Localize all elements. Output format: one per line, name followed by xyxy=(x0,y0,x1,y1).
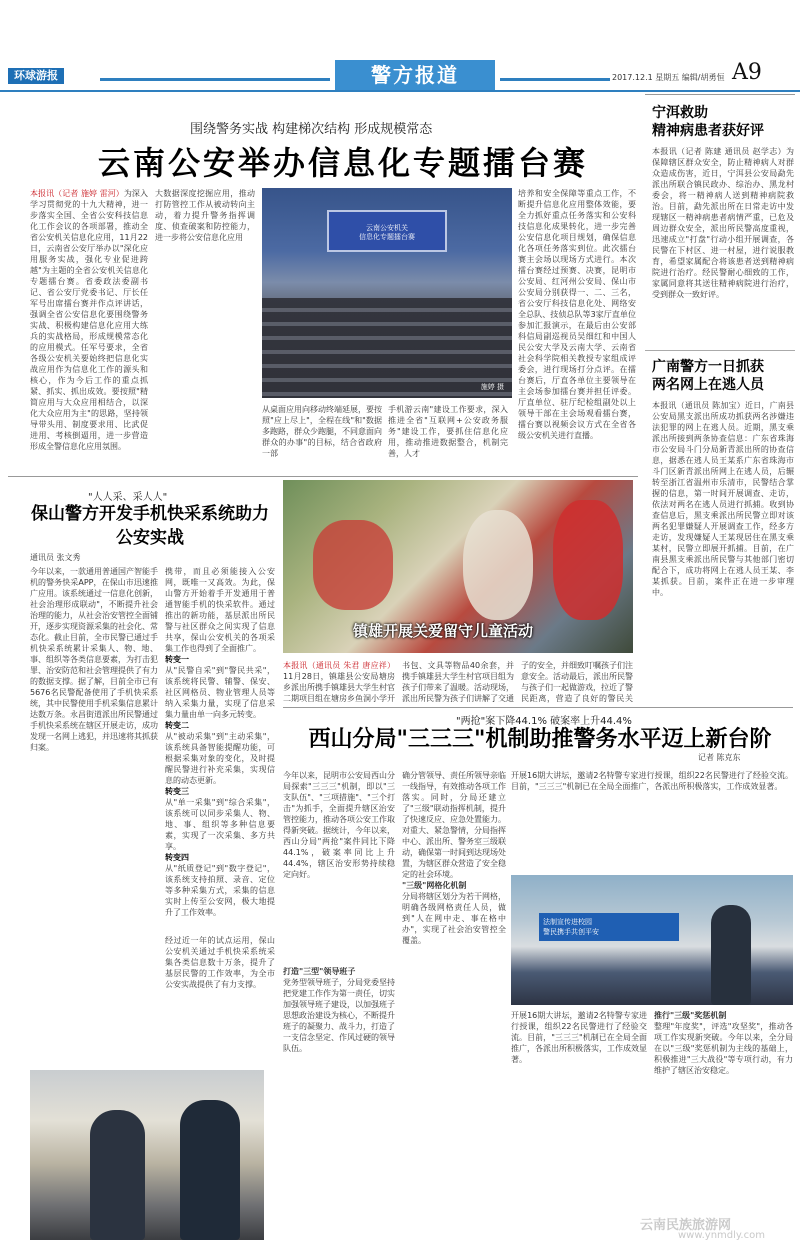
xishan-rule xyxy=(283,707,793,708)
section-rule xyxy=(8,476,638,477)
zhenxiong-column-3 xyxy=(521,660,633,704)
lead-text-1: 为深入学习贯彻党的十九大精神，进一步落实全国、全省公安科技信息化工作会议的各项部署，推动全省公安机关信息化应用，11月22日，云南省公安厅举办以"深化应用服务实战，强化专业促进跨越"为主题的全省公安机关信息化专题擂台赛。省委政法委副书记、省公安厅党委书记、厅长任军号出席擂台赛并作点评讲话，强调全省公安信息化要围绕警务实战、积极构建信息化应用大练兵的实战格局，形成规模常态化的应用模式。任军号要求，全省各级公安机关要始终把信息化实战应用作为信息化工作的源头和核心，作为今后工作的重点抓紧、抓实、抓出成效。要按照"精简应用与大众应用相结合，以深化大众应用为主"的思路，坚持领导带头用、制度要求用、比武促进用、考核倒逼用，进一步营造形成全警信息化应用氛围。 xyxy=(30,189,148,451)
lead-column-4 xyxy=(388,404,508,470)
xishan-column-1b xyxy=(283,966,395,1242)
child-figure xyxy=(313,520,393,610)
xishan-kicker: "两抢"案下降44.1% 破案率上升44.4% xyxy=(456,716,632,727)
xishan-text-4: 整理"年度奖"，评选"攻坚奖"，推动各项工作实现新突破。今年以来，全分局在以"三级"奖惩机制为主线的基础上，积极推进"三大战役"等专项行动，有力维护了辖区治安稳定。 xyxy=(654,1022,793,1075)
xishan-column-2 xyxy=(402,770,506,1242)
zhenxiong-column-2 xyxy=(402,660,514,704)
xishan-headline: 西山分局"三三三"机制助推警务水平迈上新台阶 xyxy=(308,727,772,752)
baoshan-sub-text-3: 从"单一采集"到"综合采集"，该系统可以同步采集人、物、地、事、组织等多种信息要素，实现了一次采集、多方共享。 xyxy=(165,798,275,851)
meeting-photo xyxy=(262,188,512,398)
volunteer-figure-red xyxy=(553,500,623,620)
baoshan-text-1: 今年以来，一款通用普通国产智能手机的警务快采APP，在保山市迅速推广应用。该系统通过一信息化创新，社会治理形成联动"，不断提升社会治理的能力，从社会治安管控全面铺开，逐步实现资源采集的社会化、常态化。截止目前，全市民警已通过手机快采系统累计采集人、物、地、事、组织等各类信息要素，为打击犯罪、治安防范和社会管理提供了有力的数据支撑。据了解，目前全市已有5676名民警配备使用了手机快采系统，其中民警使用手机采集信息累计达数万条。永昌街道派出所民警通过手机快采系统在辖区开展走访，成功发现一名网上逃犯，并迅速将其抓获归案。 xyxy=(30,567,158,752)
guangnan-title-line1: 广南警方一日抓获 xyxy=(652,359,764,375)
lead-column-2 xyxy=(155,188,255,468)
xishan-subhead-2: "三级"网格化机制 xyxy=(402,881,467,890)
xishan-column-1 xyxy=(283,770,395,960)
page-number: A9 xyxy=(732,60,762,85)
guangnan-text: 本报讯（通讯员 陈加宝）近日，广南县公安局黑支派出所成功抓获两名涉嫌违法犯罪的网上在逃人员。近期，黑支乘派出所接到两条协查信息：广东省珠海市公安局斗门分局新青派出所的协查信息，据悉在逃人员王某系广东省珠海市斗门区新青派出所网上在逃人员，后辗转至浙江省温州市乐清市，民警结合掌握的信息，第一时间开展调查、走访，依法对两名在逃人员进行抓捕。收到协查信息后，黑支乘派出所民警立即对该两名犯罪嫌疑人开展调查工作，经多方走访，发现嫌疑人王某现居住在黑支乘某村，民警立即展开抓捕。目前，在广南县黑支乘派出所民警与其他部门密切配合下，成功将网上在逃人员王某、李某抓获。目前，案件正在进一步审理中。 xyxy=(652,401,794,597)
masthead-bar xyxy=(0,90,800,92)
xishan-subhead-1: 打造"三型"领导班子 xyxy=(283,967,356,976)
masthead-rule-right xyxy=(500,78,610,81)
xishan-text-3: 开展16期大讲坛，邀请2名特警专家进行授课，组织22名民警进行了经验交流。目前，"三三三"机制已在全局全面推广，各派出所积极落实，工作成效显著。 xyxy=(511,771,793,791)
lead-byline: 本报讯（记者 施婷 雷河） xyxy=(30,189,124,198)
masthead-logo: 环球游报 xyxy=(8,68,64,84)
person-figure xyxy=(90,1110,145,1240)
baoshan-subhead-3: 转变三 xyxy=(165,787,189,796)
baoshan-sub-text-4: 从"纸质登记"到"数字登记"，该系统支持拍照、录音、定位等多种采集方式，采集的信息实时上传至公安网，极大地提升了工作效率。 xyxy=(165,864,275,917)
guangnan-story-body xyxy=(652,400,794,700)
site-watermark-url: www.ynmdly.com xyxy=(678,1230,765,1241)
right-column-rule xyxy=(645,94,795,95)
issue-date-editor: 2017.12.1 星期五 编辑/胡勇恒 xyxy=(612,73,725,82)
meeting-stage-screen xyxy=(327,210,447,252)
ninger-text: 本报讯（记者 陈建 通讯员 赵学志）为保障辖区群众安全，防止精神病人对群众造成伤害，近日，宁洱县公安局勐先派出所联合镇民政办、综治办、黑龙村委会，将一精神病人送到精神病院救治。目前，勐先派出所在日常走访中发现辖区一精神病患者病情严重，已危及周边群众安全，派出所民警高度重视，迅速成立"打盘"行动小组开展调查，各民警在下村区、进一村屋，进行说服教育，希望家属配合将该患者送到精神病院进行治疗。经民警耐心细致的工作，家属同意将其送往精神病院进行治疗，受到群众一致好评。 xyxy=(652,147,794,299)
children-photo-caption: 镇雄开展关爱留守儿童活动 xyxy=(353,622,534,640)
zhenxiong-text-2: 书包、文具等物品40余套，并携手镇雄县大学生村官项目组为孩子们带来了温暖。活动现场，派出所民警为孩子们讲解了交通 xyxy=(402,661,514,703)
lead-headline: 云南公安举办信息化专题擂台赛 xyxy=(98,144,589,182)
lead-text-5: 培养和安全保障等重点工作，不断提升信息化应用整体效能，要全力抓好重点任务落实和公安科技信息化成果转化，进一步完善公安信息化项目规划，确保信息化各项任务落实到位。此次擂台赛主会场以现场方式进行。本次擂台赛经过预赛、决赛，昆明市公安局、红河州公安局、保山市公安局分别获得一、二、三名，省公安厅科技信息化处、网络安全总队、技侦总队等3家厅直单位参加汇报演示，在最后由公安部科信局副巡视员吴细红和中国人民公安大学及云南大学、云南省社会科学院相关教授专家组成评委会，进行现场打分点评。在擂台赛后，厅直各单位主要领导在主会场参加擂台赛并担任评委。厅直单位、驻厅纪检组副处以上领导干部在主会场观看擂台赛，擂台赛以视频会议方式在全省各级公安机关进行直播。 xyxy=(518,189,636,440)
site-watermark: 云南民族旅游网 xyxy=(640,1218,732,1233)
lead-text-2: 大数据深度挖掘应用，推动打防管控工作从被动转向主动，着力提升警务指挥调度、侦查破案和防控能力，进一步将公安信息化应用 xyxy=(155,189,255,242)
lead-text-3: 从桌面应用向移动终端延展，要按照"应上尽上"，全程在线"和"数据多跑路，群众少跑腿，不同意面向群众的办事"的目标，结合省政府一部 xyxy=(262,405,382,458)
xishan-byline: 记者 陈克东 xyxy=(698,753,741,762)
shop-visit-photo xyxy=(30,1070,264,1240)
baoshan-subhead-2: 转变二 xyxy=(165,721,189,730)
zhenxiong-text-3: 子的安全，并细致叮嘱孩子们注意安全。活动最后，派出所民警与孩子们一起做游戏，拉近了警民距离，营造了良好的警民关 xyxy=(521,661,633,703)
volunteer-figure xyxy=(463,510,533,620)
officer-figure xyxy=(180,1100,240,1240)
baoshan-column-2 xyxy=(165,566,275,931)
patrol-banner: 法制宣传进校园 警民携手共创平安 xyxy=(539,913,679,941)
ninger-title-line2: 精神病患者获好评 xyxy=(652,123,764,139)
zhenxiong-byline: 本报讯（通讯员 朱君 唐应祥） xyxy=(283,661,395,670)
ninger-title-line1: 宁洱救助 xyxy=(652,105,708,121)
xishan-text-3b: 开展16期大讲坛，邀请2名特警专家进行授课，组织22名民警进行了经验交流。目前，"三三三"机制已在全局全面推广，各派出所积极落实，工作成效显著。 xyxy=(511,1011,647,1064)
baoshan-subhead-1: 转变一 xyxy=(165,655,189,664)
officer-figure xyxy=(711,905,751,1005)
xishan-sub-text-2: 分局将辖区划分为若干网格，明确各级网格责任人员，做到"人在网中走、事在格中办"，实现了社会治安管控全覆盖。 xyxy=(402,892,506,945)
meeting-audience xyxy=(262,298,512,398)
baoshan-text-2: 携带，而且必须能接入公安网，既唯一又高效。为此，保山警方开始着手开发通用于普通智能手机的快采软件。通过推出的新功能，基层派出所民警与社区群众之间实现了信息共享，保山公安机关的各项采集工作也得到了全面推广。 xyxy=(165,567,275,653)
lead-column-3 xyxy=(262,404,382,470)
baoshan-byline: 通讯员 张文秀 xyxy=(30,553,81,562)
section-title: 警方报道 xyxy=(335,60,495,90)
xishan-column-3 xyxy=(511,770,793,870)
baoshan-text-4: 经过近一年的试点运用，保山公安机关通过手机快采系统采集各类信息数十万条，提升了基层民警的工作效率，为全市公安实战提供了有力支撑。 xyxy=(165,936,275,989)
ninger-story-body xyxy=(652,146,794,342)
meeting-screen-text: 云南公安机关 信息化专题擂台赛 xyxy=(359,224,415,241)
xishan-sub-text-1: 党务型领导班子，分局党委坚持把党建工作作为第一责任，切实加强领导班子建设，以加强班子思想政治建设为核心，不断提升班子的凝聚力、战斗力，打造了一支信念坚定、作风过硬的领导队伍。 xyxy=(283,978,395,1053)
right-column-separator xyxy=(645,350,795,351)
lead-text-4: 手机游云南"建设工作要求，深入推进全省"互联网+公安政务服务"建设工作，要抓住信息化应用，推动推进数据整合，机制完善，人才 xyxy=(388,405,508,458)
patrol-photo xyxy=(511,875,793,1005)
children-activity-photo xyxy=(283,480,633,653)
xishan-column-4 xyxy=(511,1010,647,1242)
xishan-text-2: 确分管领导、责任所领导亲临一线指导，有效推动各项工作落实。同时，分局还建立了"三级"联动指挥机制，提升了快速反应、应急处置能力。对重大、紧急警情，分局指挥中心、派出所、警务室三级联动，确保第一时间到达现场处置，为辖区群众营造了安全稳定的社会环境。 xyxy=(402,771,506,879)
xishan-column-5 xyxy=(654,1010,793,1210)
xishan-text-1: 今年以来，昆明市公安局西山分局探索"三三三"机制，即以"三支队伍"、"三项措施"、"三个打击"为抓手，全面提升辖区治安管控能力，推动各项公安工作取得新突破。据统计，今年以来，西山分局"两抢"案件同比下降44.1%，破案率同比上升44.4%，辖区治安形势持续稳定向好。 xyxy=(283,771,395,879)
baoshan-column-1 xyxy=(30,566,158,1062)
baoshan-sub-text-2: 从"被动采集"到"主动采集"，该系统具备智能提醒功能，可根据采集对象的变化，及时提醒民警进行补充采集，实现信息的动态更新。 xyxy=(165,732,275,785)
baoshan-subhead-4: 转变四 xyxy=(165,853,189,862)
baoshan-sub-text-1: 从"民警自采"到"警民共采"，该系统将民警、辅警、保安、社区网格员、物业管理人员等纳入采集力量，实现了信息采集力量由单一向多元转变。 xyxy=(165,666,275,719)
baoshan-headline: 保山警方开发手机快采系统助力公安实战 xyxy=(31,504,269,548)
zhenxiong-column-1 xyxy=(283,660,395,704)
zhenxiong-text-1: 11月28日，镇雄县公安局塘房乡派出所携手镇雄县大学生村官二期项目组在塘房乡鱼洞小学开 xyxy=(283,672,395,703)
baoshan-kicker: "人人采、采人人" xyxy=(88,492,168,503)
meeting-photo-credit: 施婷 摄 xyxy=(480,383,504,391)
baoshan-column-3 xyxy=(165,935,275,1063)
lead-column-5 xyxy=(518,188,636,468)
guangnan-title-line2: 两名网上在逃人员 xyxy=(652,377,764,393)
masthead xyxy=(0,50,800,90)
lead-column-1 xyxy=(30,188,148,468)
masthead-rule-left xyxy=(100,78,330,81)
lead-kicker: 围绕警务实战 构建梯次结构 形成规模常态 xyxy=(190,122,433,137)
xishan-photo-caption: 推行"三级"奖惩机制 xyxy=(654,1011,727,1020)
